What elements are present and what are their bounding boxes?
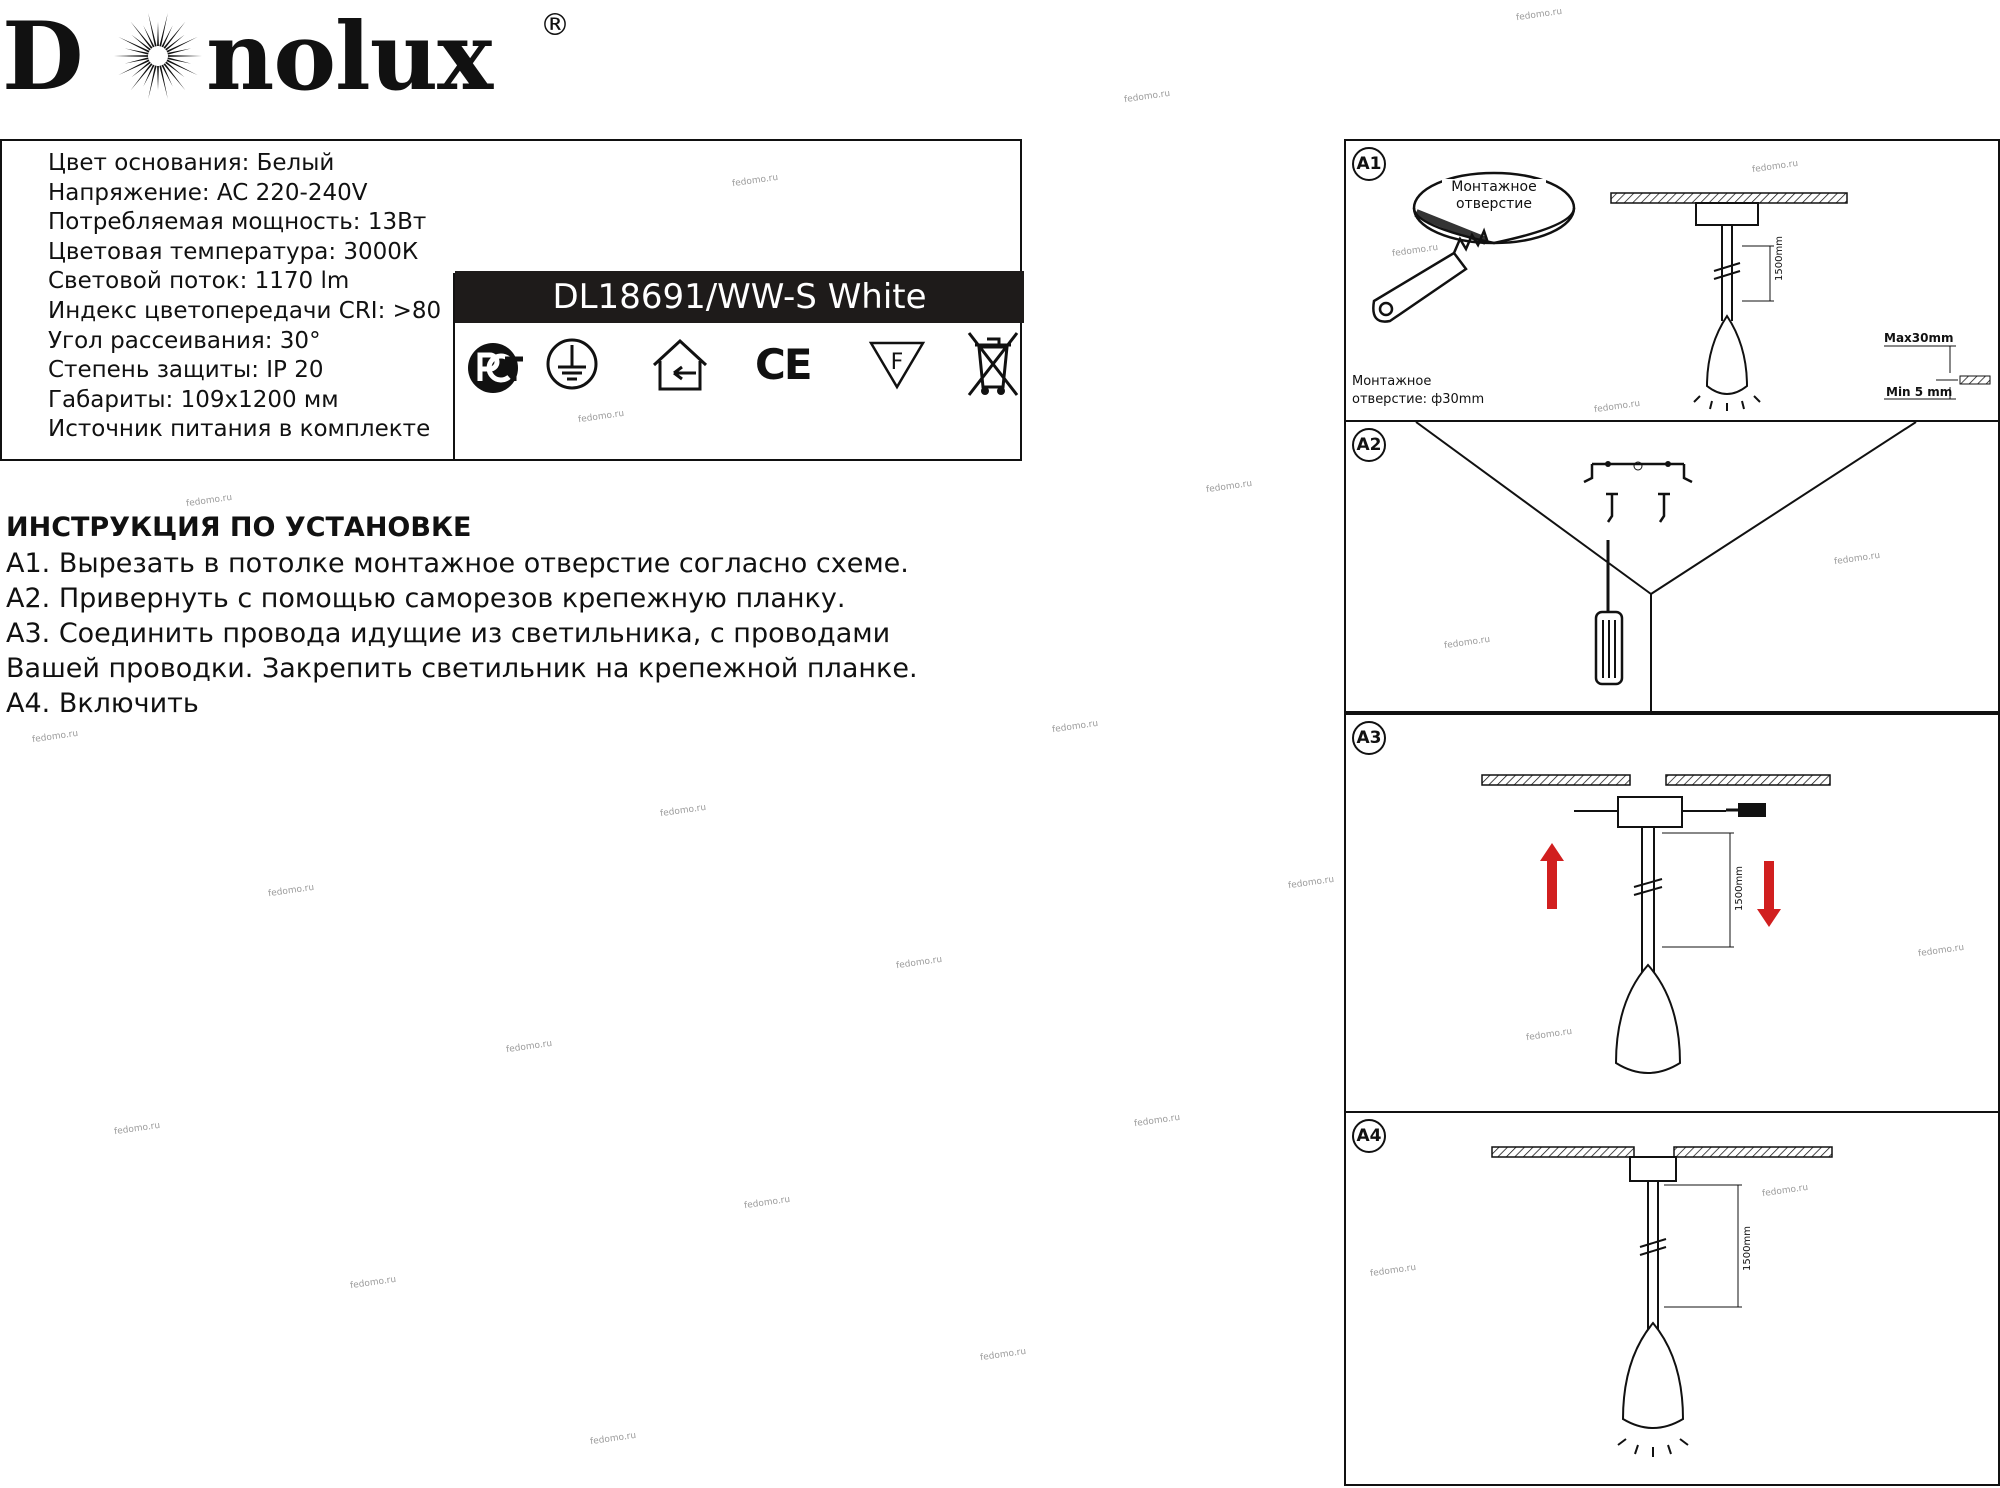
min-depth-label: Min 5 mm <box>1886 385 1953 399</box>
hole-callout <box>1442 179 1546 213</box>
spec-item: Напряжение: AC 220-240V <box>48 179 368 206</box>
diagram-panel-a4 <box>1344 1111 2000 1486</box>
a4-length-label: 1500mm <box>1742 1226 1753 1271</box>
brand-logo <box>0 0 580 110</box>
instruction-step: Вашей проводки. Закрепить светильник на крепежной планке. <box>6 653 918 684</box>
sunburst-ray <box>148 13 156 46</box>
a3-diagram <box>1346 715 2000 1115</box>
watermark: fedomo.ru <box>1133 1112 1181 1130</box>
a2-diagram <box>1346 422 2000 715</box>
diagram-panel-a3 <box>1344 713 2000 1113</box>
watermark: fedomo.ru <box>1917 942 1965 960</box>
spec-item: Угол рассеивания: 30° <box>48 327 321 354</box>
hole-callout-line2: отверстие <box>1455 196 1533 212</box>
a1-caption <box>1352 373 1484 409</box>
sunburst-logo-icon <box>110 8 206 104</box>
watermark: fedomo.ru <box>1205 478 1253 496</box>
certification-icons <box>455 337 1024 407</box>
installation-instructions <box>6 510 1006 721</box>
a4-label: A4 <box>1352 1119 1386 1153</box>
instruction-step: А2. Привернуть с помощью саморезов крепежную планку. <box>6 583 846 614</box>
watermark: fedomo.ru <box>1833 550 1881 568</box>
spec-item: Индекс цветопередачи CRI: >80 <box>48 297 442 324</box>
f-mark-label: F <box>890 350 904 375</box>
sunburst-ray <box>159 66 167 99</box>
watermark: fedomo.ru <box>185 492 233 510</box>
sunburst-ray <box>148 66 156 99</box>
registered-mark: ® <box>540 8 570 43</box>
a2-label: A2 <box>1352 428 1386 462</box>
spec-item: Габариты: 109x1200 мм <box>48 386 339 413</box>
max-depth-label: Max30mm <box>1884 331 1954 345</box>
watermark: fedomo.ru <box>1761 1182 1809 1200</box>
instructions-title: ИНСТРУКЦИЯ ПО УСТАНОВКЕ <box>6 512 472 543</box>
a3-length-label: 1500mm <box>1734 866 1745 911</box>
watermark: fedomo.ru <box>1369 1262 1417 1280</box>
watermark: fedomo.ru <box>1515 6 1563 24</box>
spec-item: Цвет основания: Белый <box>48 150 335 176</box>
watermark: fedomo.ru <box>349 1274 397 1292</box>
weee-bin-icon <box>965 329 1021 399</box>
watermark: fedomo.ru <box>1123 88 1171 106</box>
spec-item: Источник питания в комплекте <box>48 416 431 443</box>
a1-caption-line1: Монтажное <box>1352 374 1432 389</box>
watermark: fedomo.ru <box>267 882 315 900</box>
sunburst-ray <box>114 55 148 57</box>
watermark: fedomo.ru <box>1525 1026 1573 1044</box>
a1-length-label: 1500mm <box>1774 236 1785 281</box>
watermark: fedomo.ru <box>1391 242 1439 260</box>
instruction-step: А4. Включить <box>6 688 199 719</box>
spec-list <box>48 149 441 445</box>
model-area <box>453 273 1024 461</box>
watermark: fedomo.ru <box>659 802 707 820</box>
spec-item: Цветовая температура: 3000К <box>48 238 419 265</box>
watermark: fedomo.ru <box>31 728 79 746</box>
earth-ground-icon <box>545 337 599 391</box>
spec-item: Степень защиты: IP 20 <box>48 357 324 384</box>
sunburst-ray <box>157 66 159 90</box>
watermark: fedomo.ru <box>577 408 625 426</box>
sunburst-ray <box>168 55 202 57</box>
f-mark-icon <box>867 337 927 391</box>
spec-box <box>0 139 1022 461</box>
a3-label: A3 <box>1352 721 1386 755</box>
spec-item: Световой поток: 1170 lm <box>48 268 350 295</box>
hole-callout-line1: Монтажное <box>1451 179 1537 195</box>
logo-word: nolux <box>206 2 493 112</box>
diagram-panel-a2 <box>1344 420 2000 713</box>
a4-diagram <box>1346 1113 2000 1488</box>
watermark: fedomo.ru <box>1051 718 1099 736</box>
watermark: fedomo.ru <box>1287 874 1335 892</box>
sunburst-ray <box>159 13 167 46</box>
instruction-step: А3. Соединить провода идущие из светильника, с проводами <box>6 618 891 649</box>
spec-item: Потребляемая мощность: 13Вт <box>48 209 427 236</box>
watermark: fedomo.ru <box>1443 634 1491 652</box>
model-banner: DL18691/WW-S White <box>455 271 1024 323</box>
watermark: fedomo.ru <box>731 172 779 190</box>
watermark: fedomo.ru <box>1593 398 1641 416</box>
a1-label: A1 <box>1352 147 1386 181</box>
ce-mark-icon: CE <box>755 340 811 389</box>
watermark: fedomo.ru <box>505 1038 553 1056</box>
logo-letter-d: D <box>2 2 83 112</box>
watermark: fedomo.ru <box>589 1430 637 1448</box>
watermark: fedomo.ru <box>1751 158 1799 176</box>
a1-caption-line2: отверстие: ф30mm <box>1352 392 1485 407</box>
watermark: fedomo.ru <box>743 1194 791 1212</box>
sunburst-ray <box>157 22 159 46</box>
watermark: fedomo.ru <box>895 954 943 972</box>
watermark: fedomo.ru <box>113 1120 161 1138</box>
instruction-step: А1. Вырезать в потолке монтажное отверстие согласно схеме. <box>6 548 909 579</box>
watermark: fedomo.ru <box>979 1346 1027 1364</box>
pct-mark-icon <box>465 337 527 399</box>
indoor-use-icon <box>650 337 710 393</box>
diagram-panel-a1 <box>1344 139 2000 422</box>
